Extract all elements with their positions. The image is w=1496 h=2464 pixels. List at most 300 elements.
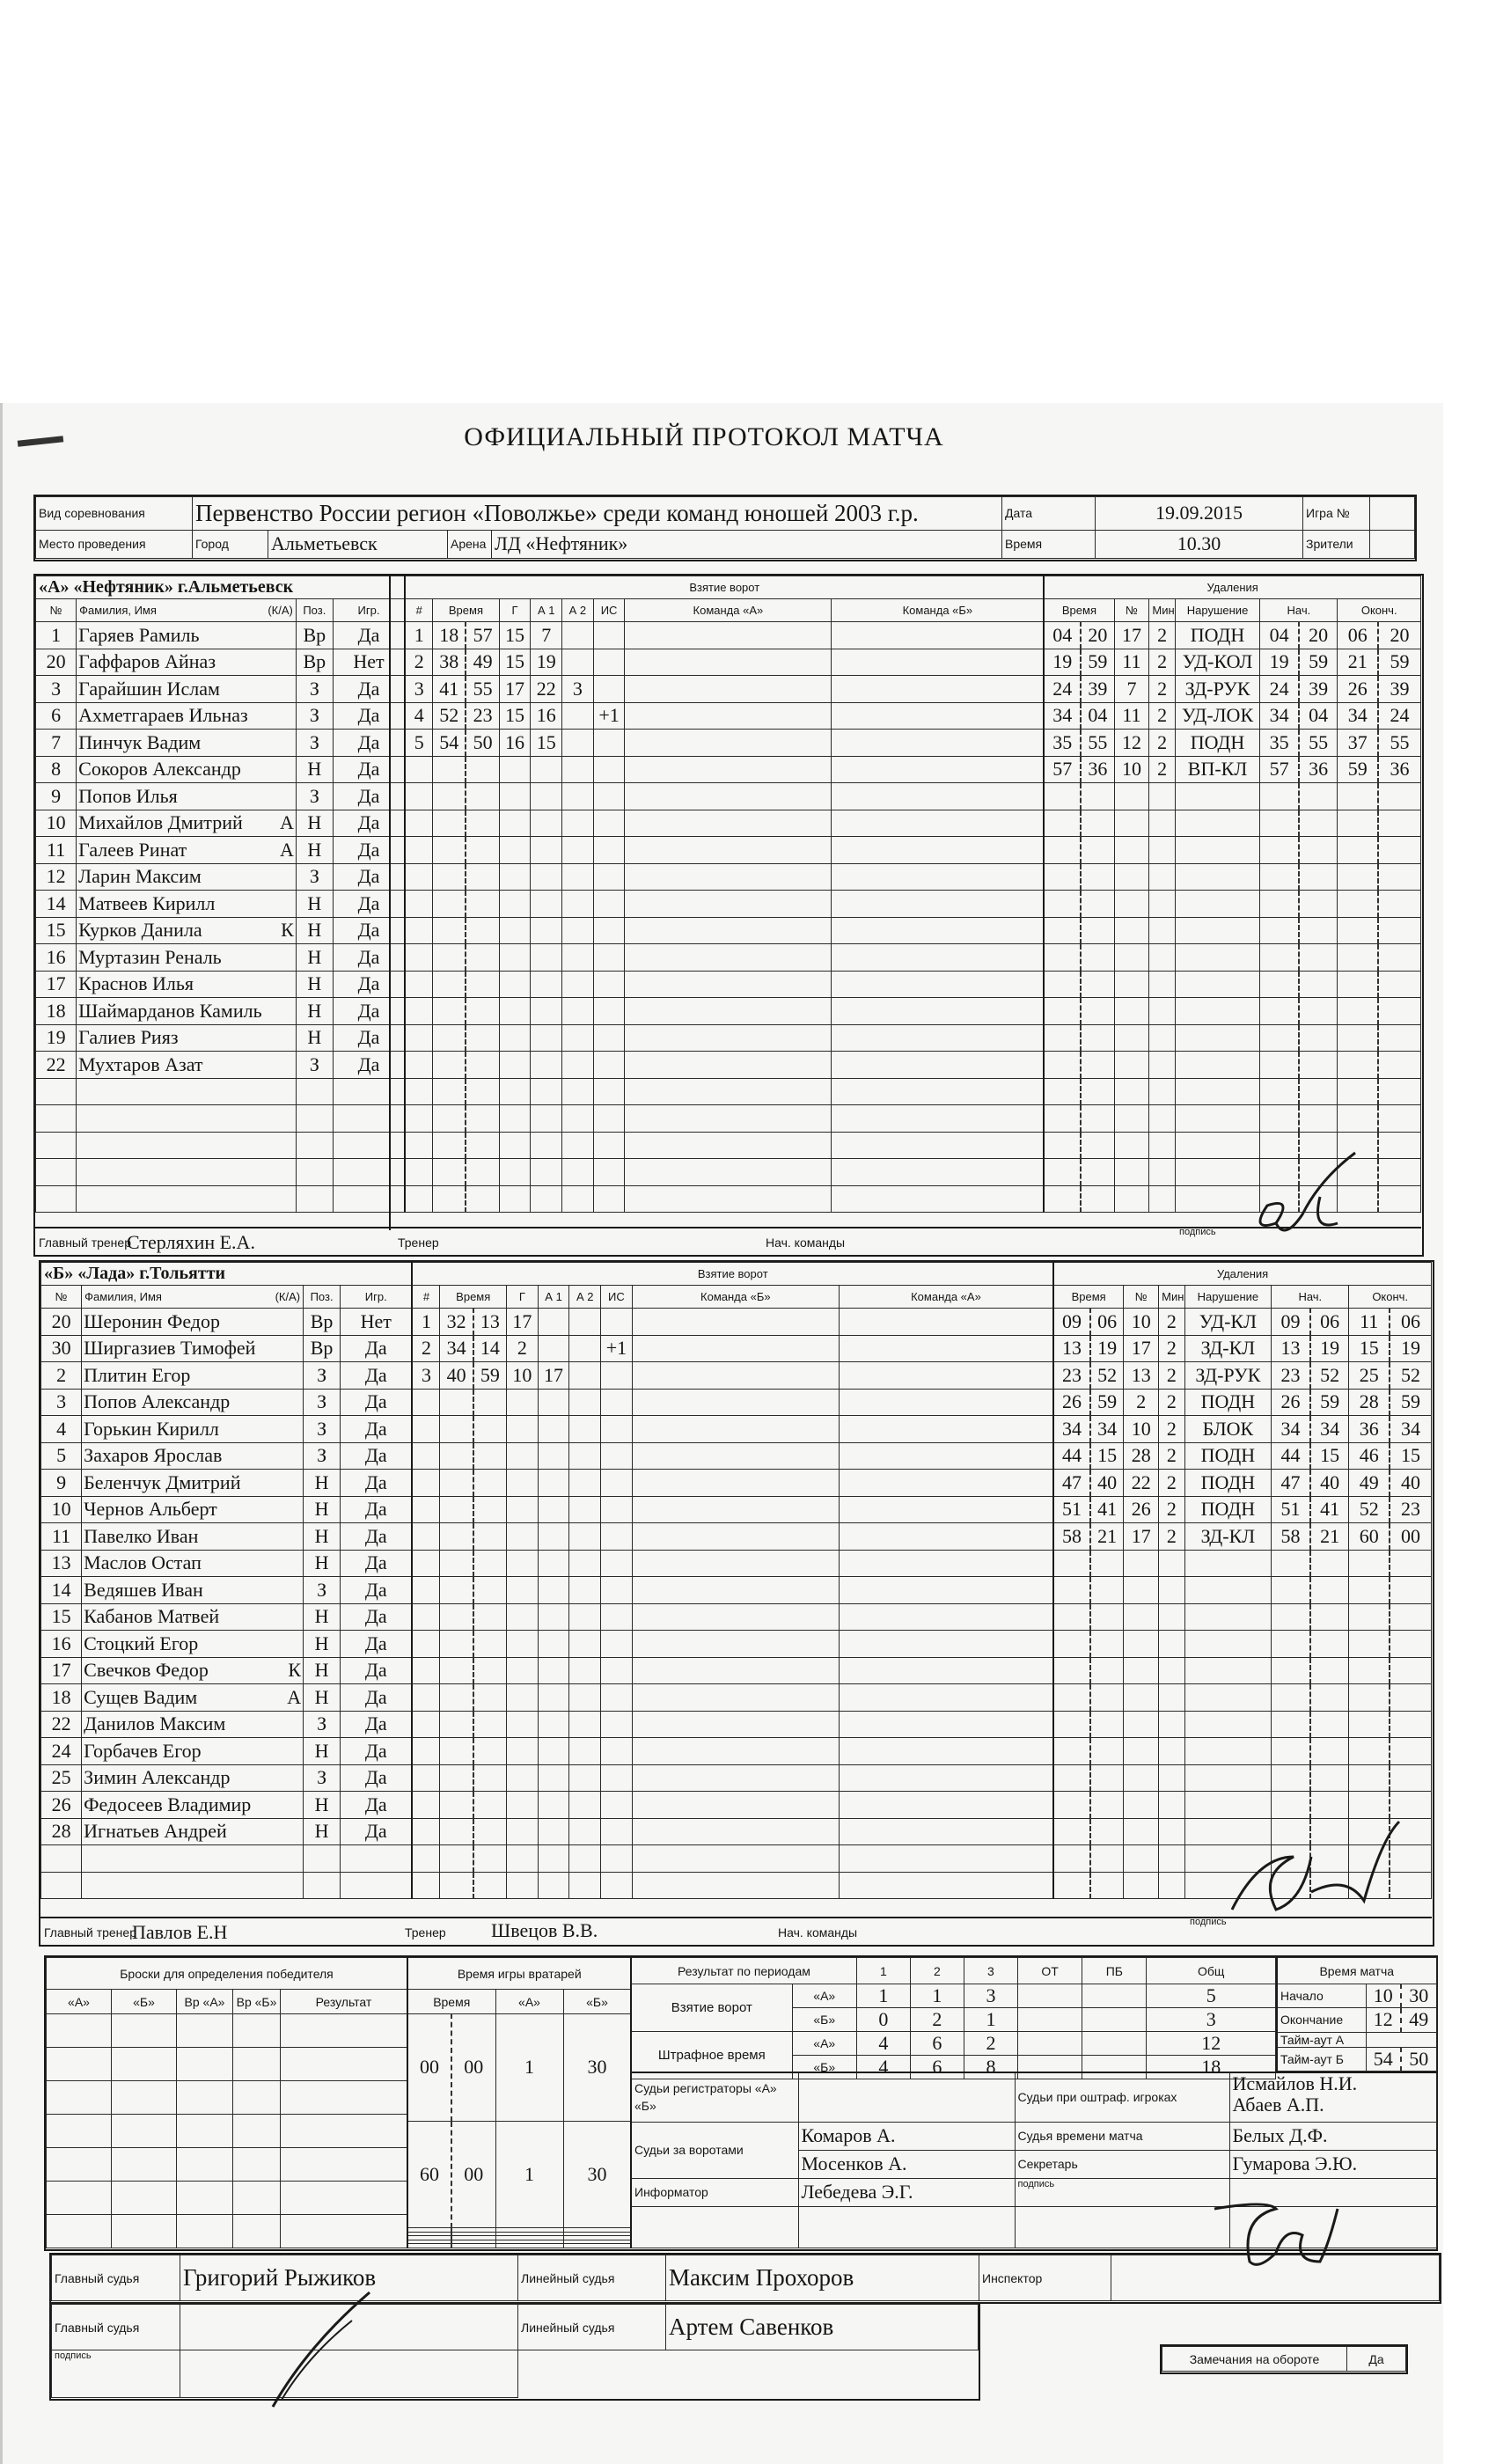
goal-minute [440,1603,473,1631]
player-position: Н [304,1470,341,1497]
penalty-start-minute: 26 [1272,1389,1310,1416]
linesman-2-label: Линейный судья [518,2305,666,2350]
penalty-player: 10 [1124,1416,1159,1443]
col-assist1: А 1 [538,1286,569,1309]
goal-team-2 [832,1052,1044,1079]
player-name-text: Чернов Альберт [84,1498,217,1521]
goal-minute [440,1738,473,1765]
player-number: 11 [41,1523,82,1551]
penalty-end-second: 00 [1390,1523,1431,1551]
player-position: Н [296,837,333,864]
penalty-minutes [1159,1577,1184,1604]
player-position: Н [304,1657,341,1684]
player-position [304,1872,341,1899]
goal-assist-1 [531,863,562,891]
goal-team-1 [625,783,832,810]
goal-scorer [499,998,531,1025]
goal-assist-2 [569,1309,601,1336]
goal-team-2 [832,1105,1044,1133]
penalty-player [1114,891,1149,918]
player-position: Н [304,1792,341,1819]
player-position: З [304,1711,341,1738]
goal-team-2 [832,622,1044,649]
player-position: Н [296,917,333,944]
goal-second [473,1845,507,1873]
goal-team-1 [625,971,832,998]
player-position: З [296,730,333,757]
penalty-minutes [1159,1711,1184,1738]
penalty-start-minute [1260,891,1299,918]
penalty-player [1114,1052,1149,1079]
penalty-start-minute: 58 [1272,1523,1310,1551]
table-row [41,1657,1432,1684]
goal-team-1 [632,1389,839,1416]
player-position: З [296,783,333,810]
shootout-result: Результат [281,1990,407,2014]
player-played: Да [333,863,405,891]
player-name [77,1052,297,1079]
goal-assist-2 [562,1132,594,1159]
goal-number [405,944,432,972]
goal-assist-1 [538,1603,569,1631]
goal-team-2 [839,1792,1053,1819]
penalty-judge-2: Абаев А.П. [1232,2094,1324,2116]
player-number: 22 [41,1711,82,1738]
player-number: 14 [41,1577,82,1604]
goal-number [405,1185,432,1213]
informer-label: Информатор [631,2178,798,2206]
goal-team-2 [832,1159,1044,1186]
registrars-label [631,2072,798,2122]
goal-assist-1 [531,891,562,918]
goal-assist-1 [531,971,562,998]
player-name-text: Горбачев Егор [84,1739,202,1762]
penalty-end-second: 20 [1378,622,1420,649]
team-a-trainer-label: Тренер [398,1236,439,1250]
player-name [77,783,297,810]
player-number: 26 [41,1792,82,1819]
player-played: Да [333,837,405,864]
penalty-start-second [1299,1024,1338,1052]
player-name [77,676,297,703]
col-goal-num: # [412,1286,439,1309]
penalty-minute [1053,1711,1090,1738]
goals-b-total: 3 [1147,2008,1276,2032]
penalty-infraction: ЗД-РУК [1175,676,1260,703]
team-a-chief-label: Нач. команды [766,1236,846,1250]
penalty-start-minute [1272,1711,1310,1738]
penalty-end-second [1378,837,1420,864]
goalie-row-2-b: 30 [563,2121,631,2228]
penalty-minutes [1159,1764,1184,1792]
player-number: 8 [36,756,77,783]
team-b-title: «Б» «Лада» г.Тольятти [41,1263,413,1286]
match-time-header: Время матча [1277,1958,1436,1984]
penalty-end-second [1378,1105,1420,1133]
goal-number [405,1078,432,1105]
goal-team-2 [839,1496,1053,1523]
penalty-minute [1053,1872,1090,1899]
player-name [82,1603,304,1631]
match-start-h: 10 [1366,1984,1401,2008]
penalty-player [1114,863,1149,891]
secretary-sign-label: подпись [1015,2178,1229,2206]
player-number [36,1185,77,1213]
penalty-minutes [1159,1631,1184,1658]
goal-team-1 [632,1496,839,1523]
penalty-minute [1053,1631,1090,1658]
goal-minute [433,837,466,864]
penalty-infraction [1175,1078,1260,1105]
penalty-infraction [1184,1684,1272,1712]
goal-minute [433,756,466,783]
goals-b-p1: 0 [856,2008,910,2032]
player-name [77,649,297,676]
player-played: Да [341,1550,413,1577]
penalty-minute [1044,810,1081,837]
penalty-minutes: 2 [1159,1470,1184,1497]
goal-second [473,1577,507,1604]
table-row [36,917,1421,944]
goal-team-2 [839,1389,1053,1416]
player-name-text: Михайлов Дмитрий [78,811,243,834]
goal-team-2 [839,1631,1053,1658]
head-referee-2-label: Главный судья [52,2305,180,2350]
penalty-start-second [1299,917,1338,944]
penalty-end-minute: 15 [1349,1335,1390,1362]
penalty-end-second [1378,917,1420,944]
goal-team-2 [832,730,1044,757]
col-pen-time: Время [1053,1286,1124,1309]
goal-team-2 [839,1550,1053,1577]
start-time: 10.30 [1096,530,1303,558]
col-goal-time: Время [440,1286,507,1309]
penalty-end-minute [1338,837,1378,864]
player-number: 15 [36,917,77,944]
penalty-end-minute: 34 [1338,702,1378,730]
goal-scorer [507,1470,539,1497]
penalty-minutes: 2 [1159,1362,1184,1390]
player-number: 17 [36,971,77,998]
col-pen-end: Оконч. [1338,599,1421,622]
penalty-minutes [1149,1159,1175,1186]
goal-minute: 52 [433,702,466,730]
penalty-infraction: ПОДН [1175,622,1260,649]
team-b-chief-label: Нач. команды [778,1925,858,1940]
city: Альметьевск [268,530,448,558]
secretary-label: Секретарь [1015,2150,1229,2178]
goal-team-1 [632,1845,839,1873]
goal-second: 55 [466,676,499,703]
goal-assist-2 [562,810,594,837]
goal-situation [593,998,625,1025]
player-captain-mark: К [281,919,294,942]
timekeeper-label: Судья времени матча [1015,2122,1229,2150]
player-number: 6 [36,702,77,730]
goal-minute [433,783,466,810]
goal-minute: 38 [433,649,466,676]
timeout-b-m: 54 [1366,2047,1401,2071]
registrar-b-label: «Б» [634,2099,656,2114]
goal-minute [440,1764,473,1792]
goal-minute: 54 [433,730,466,757]
player-position: Н [296,891,333,918]
penalty-minutes: 2 [1149,756,1175,783]
player-played: Да [341,1631,413,1658]
goal-scorer: 2 [507,1335,539,1362]
goal-assist-1 [538,1389,569,1416]
goal-team-2 [839,1523,1053,1551]
goal-team-1 [632,1818,839,1845]
goal-second [466,810,499,837]
player-played: Да [333,783,405,810]
penalty-minutes [1149,891,1175,918]
penalty-infraction [1175,837,1260,864]
col-pen-end: Оконч. [1349,1286,1432,1309]
goal-number: 2 [412,1335,439,1362]
penalty-end-minute [1349,1631,1390,1658]
penalty-infraction [1175,1105,1260,1133]
player-played: Да [333,944,405,972]
goal-team-1 [632,1577,839,1604]
goal-assist-1 [538,1496,569,1523]
penalty-start-second [1299,1052,1338,1079]
penalty-second: 59 [1090,1389,1124,1416]
player-played: Да [333,702,405,730]
penalty-start-second [1299,891,1338,918]
goal-team-1 [632,1631,839,1658]
goal-team-1 [625,1078,832,1105]
player-number: 28 [41,1818,82,1845]
player-position [296,1159,333,1186]
col-assist1: А 1 [531,599,562,622]
table-row [41,1389,1432,1416]
goal-scorer [499,1052,531,1079]
goal-assist-1 [531,1159,562,1186]
penalty-player [1114,783,1149,810]
table-row [36,676,1421,703]
penalty-second [1090,1818,1124,1845]
goal-assist-1 [538,1335,569,1362]
player-name-text: Беленчук Дмитрий [84,1470,241,1493]
penalty-player [1114,1024,1149,1052]
player-name [77,944,297,972]
penalty-start-minute [1272,1657,1310,1684]
penalty-minute [1053,1577,1090,1604]
penalty-end-minute [1349,1577,1390,1604]
penalty-judge-1: Исмайлов Н.И. [1232,2072,1358,2094]
goal-team-1 [632,1764,839,1792]
penalty-end-second [1378,1024,1420,1052]
goal-minute [433,971,466,998]
period-3: 3 [964,1958,1017,1984]
penalty-minutes: 2 [1149,622,1175,649]
goal-number [412,1657,439,1684]
goal-number [405,917,432,944]
goal-number [405,863,432,891]
penalty-start-minute: 13 [1272,1335,1310,1362]
penalty-player: 17 [1114,622,1149,649]
goal-assist-2 [562,1052,594,1079]
penalty-start-minute [1260,1024,1299,1052]
date: 19.09.2015 [1096,497,1303,531]
team-a-penalties-header: Удаления [1044,576,1420,599]
penalty-end-second: 19 [1390,1335,1431,1362]
penalty-end-second [1378,971,1420,998]
penalty-end-minute [1338,971,1378,998]
goal-assist-2 [562,1159,594,1186]
player-name [82,1764,304,1792]
table-row [41,1362,1432,1390]
goal-scorer [499,971,531,998]
team-b-rows [41,1309,1432,1899]
col-pen-infraction: Нарушение [1184,1286,1272,1309]
penalty-start-minute [1260,944,1299,972]
goal-team-1 [625,1052,832,1079]
penalty-end-second [1378,783,1420,810]
competition-label: Вид соревнования [36,497,193,531]
player-name [77,730,297,757]
goal-team-2 [839,1335,1053,1362]
penalty-infraction: БЛОК [1184,1416,1272,1443]
player-name-text: Игнатьев Андрей [84,1820,227,1843]
goal-assist-1 [531,837,562,864]
goal-second [473,1631,507,1658]
penalty-second [1090,1684,1124,1712]
col-pen-time: Время [1044,599,1114,622]
penalty-minutes [1159,1818,1184,1845]
goal-team-2 [832,837,1044,864]
player-position: З [296,676,333,703]
penalty-end-second: 24 [1378,702,1420,730]
penalty-end-second: 55 [1378,730,1420,757]
penalty-second: 36 [1081,756,1114,783]
table-row [41,1335,1432,1362]
penalty-minutes [1149,810,1175,837]
goal-assist-2 [562,944,594,972]
goal-number [405,756,432,783]
col-situation: ИС [593,599,625,622]
player-position: Н [304,1496,341,1523]
timeout-b-s: 50 [1401,2047,1436,2071]
penalty-start-second: 41 [1310,1496,1349,1523]
goal-scorer [507,1523,539,1551]
city-label: Город [193,530,268,558]
player-name-text: Федосеев Владимир [84,1793,252,1815]
goal-assist-1 [538,1792,569,1819]
goal-number [412,1711,439,1738]
goal-assist-1 [531,998,562,1025]
penalty-minutes [1149,944,1175,972]
penalty-second [1081,1185,1114,1213]
penalty-end-minute [1349,1684,1390,1712]
penalty-minute: 34 [1044,702,1081,730]
player-played: Да [341,1764,413,1792]
goal-team-1 [625,998,832,1025]
goal-assist-2 [562,783,594,810]
goal-number [412,1764,439,1792]
penalty-minute: 34 [1053,1416,1090,1443]
goal-scorer [507,1631,539,1658]
goal-scorer [507,1764,539,1792]
penalty-start-second: 04 [1299,702,1338,730]
goal-minute [440,1684,473,1712]
timeout-a-label: Тайм-аут А [1277,2032,1366,2047]
goal-second: 13 [473,1309,507,1336]
penalty-minutes: 2 [1149,649,1175,676]
penalty-player [1124,1684,1159,1712]
team-a-signature [1232,1144,1390,1258]
table-row [41,1442,1432,1470]
goal-assist-1: 22 [531,676,562,703]
goal-second [473,1764,507,1792]
shootout-goalie-a: Вр «А» [177,1990,233,2014]
penalty-end-second [1390,1577,1431,1604]
team-b-table [40,1262,1432,1899]
player-name [77,702,297,730]
player-name-text: Муртазин Реналь [78,945,222,968]
goal-assist-2 [569,1335,601,1362]
penalty-player [1124,1711,1159,1738]
goal-scorer: 17 [499,676,531,703]
col-goal-time: Время [433,599,500,622]
goal-second [466,837,499,864]
penalty-infraction [1175,944,1260,972]
goal-situation [593,971,625,998]
player-name [82,1577,304,1604]
player-number: 16 [41,1631,82,1658]
player-name [82,1738,304,1765]
goal-team-1 [632,1603,839,1631]
goal-assist-1 [538,1631,569,1658]
goal-minute [440,1792,473,1819]
table-row [36,649,1421,676]
goal-assist-2 [562,702,594,730]
goal-team-1 [632,1442,839,1470]
goal-second [473,1470,507,1497]
goal-team-1 [632,1872,839,1899]
player-name [82,1416,304,1443]
goal-assist-1 [538,1711,569,1738]
penalty-end-minute [1338,944,1378,972]
penalty-end-second: 40 [1390,1470,1431,1497]
goal-scorer [499,756,531,783]
goal-scorer [507,1818,539,1845]
player-name [82,1362,304,1390]
player-position [296,1132,333,1159]
penalty-start-second [1299,810,1338,837]
player-position: Н [304,1631,341,1658]
penalty-second: 06 [1090,1309,1124,1336]
goal-team-2 [839,1470,1053,1497]
goal-minute [440,1577,473,1604]
goal-number [412,1389,439,1416]
goal-assist-2 [562,1078,594,1105]
player-position: Вр [304,1309,341,1336]
goal-number [405,1159,432,1186]
goal-team-2 [839,1603,1053,1631]
penalty-player [1124,1845,1159,1873]
goal-team-1 [625,891,832,918]
player-name [77,1078,297,1105]
goal-situation [601,1550,633,1577]
goal-minute [433,1052,466,1079]
pim-b-p3: 8 [964,2056,1017,2079]
goal-assist-2 [562,837,594,864]
penalty-player [1114,971,1149,998]
player-played [341,1845,413,1873]
goal-minute [440,1416,473,1443]
